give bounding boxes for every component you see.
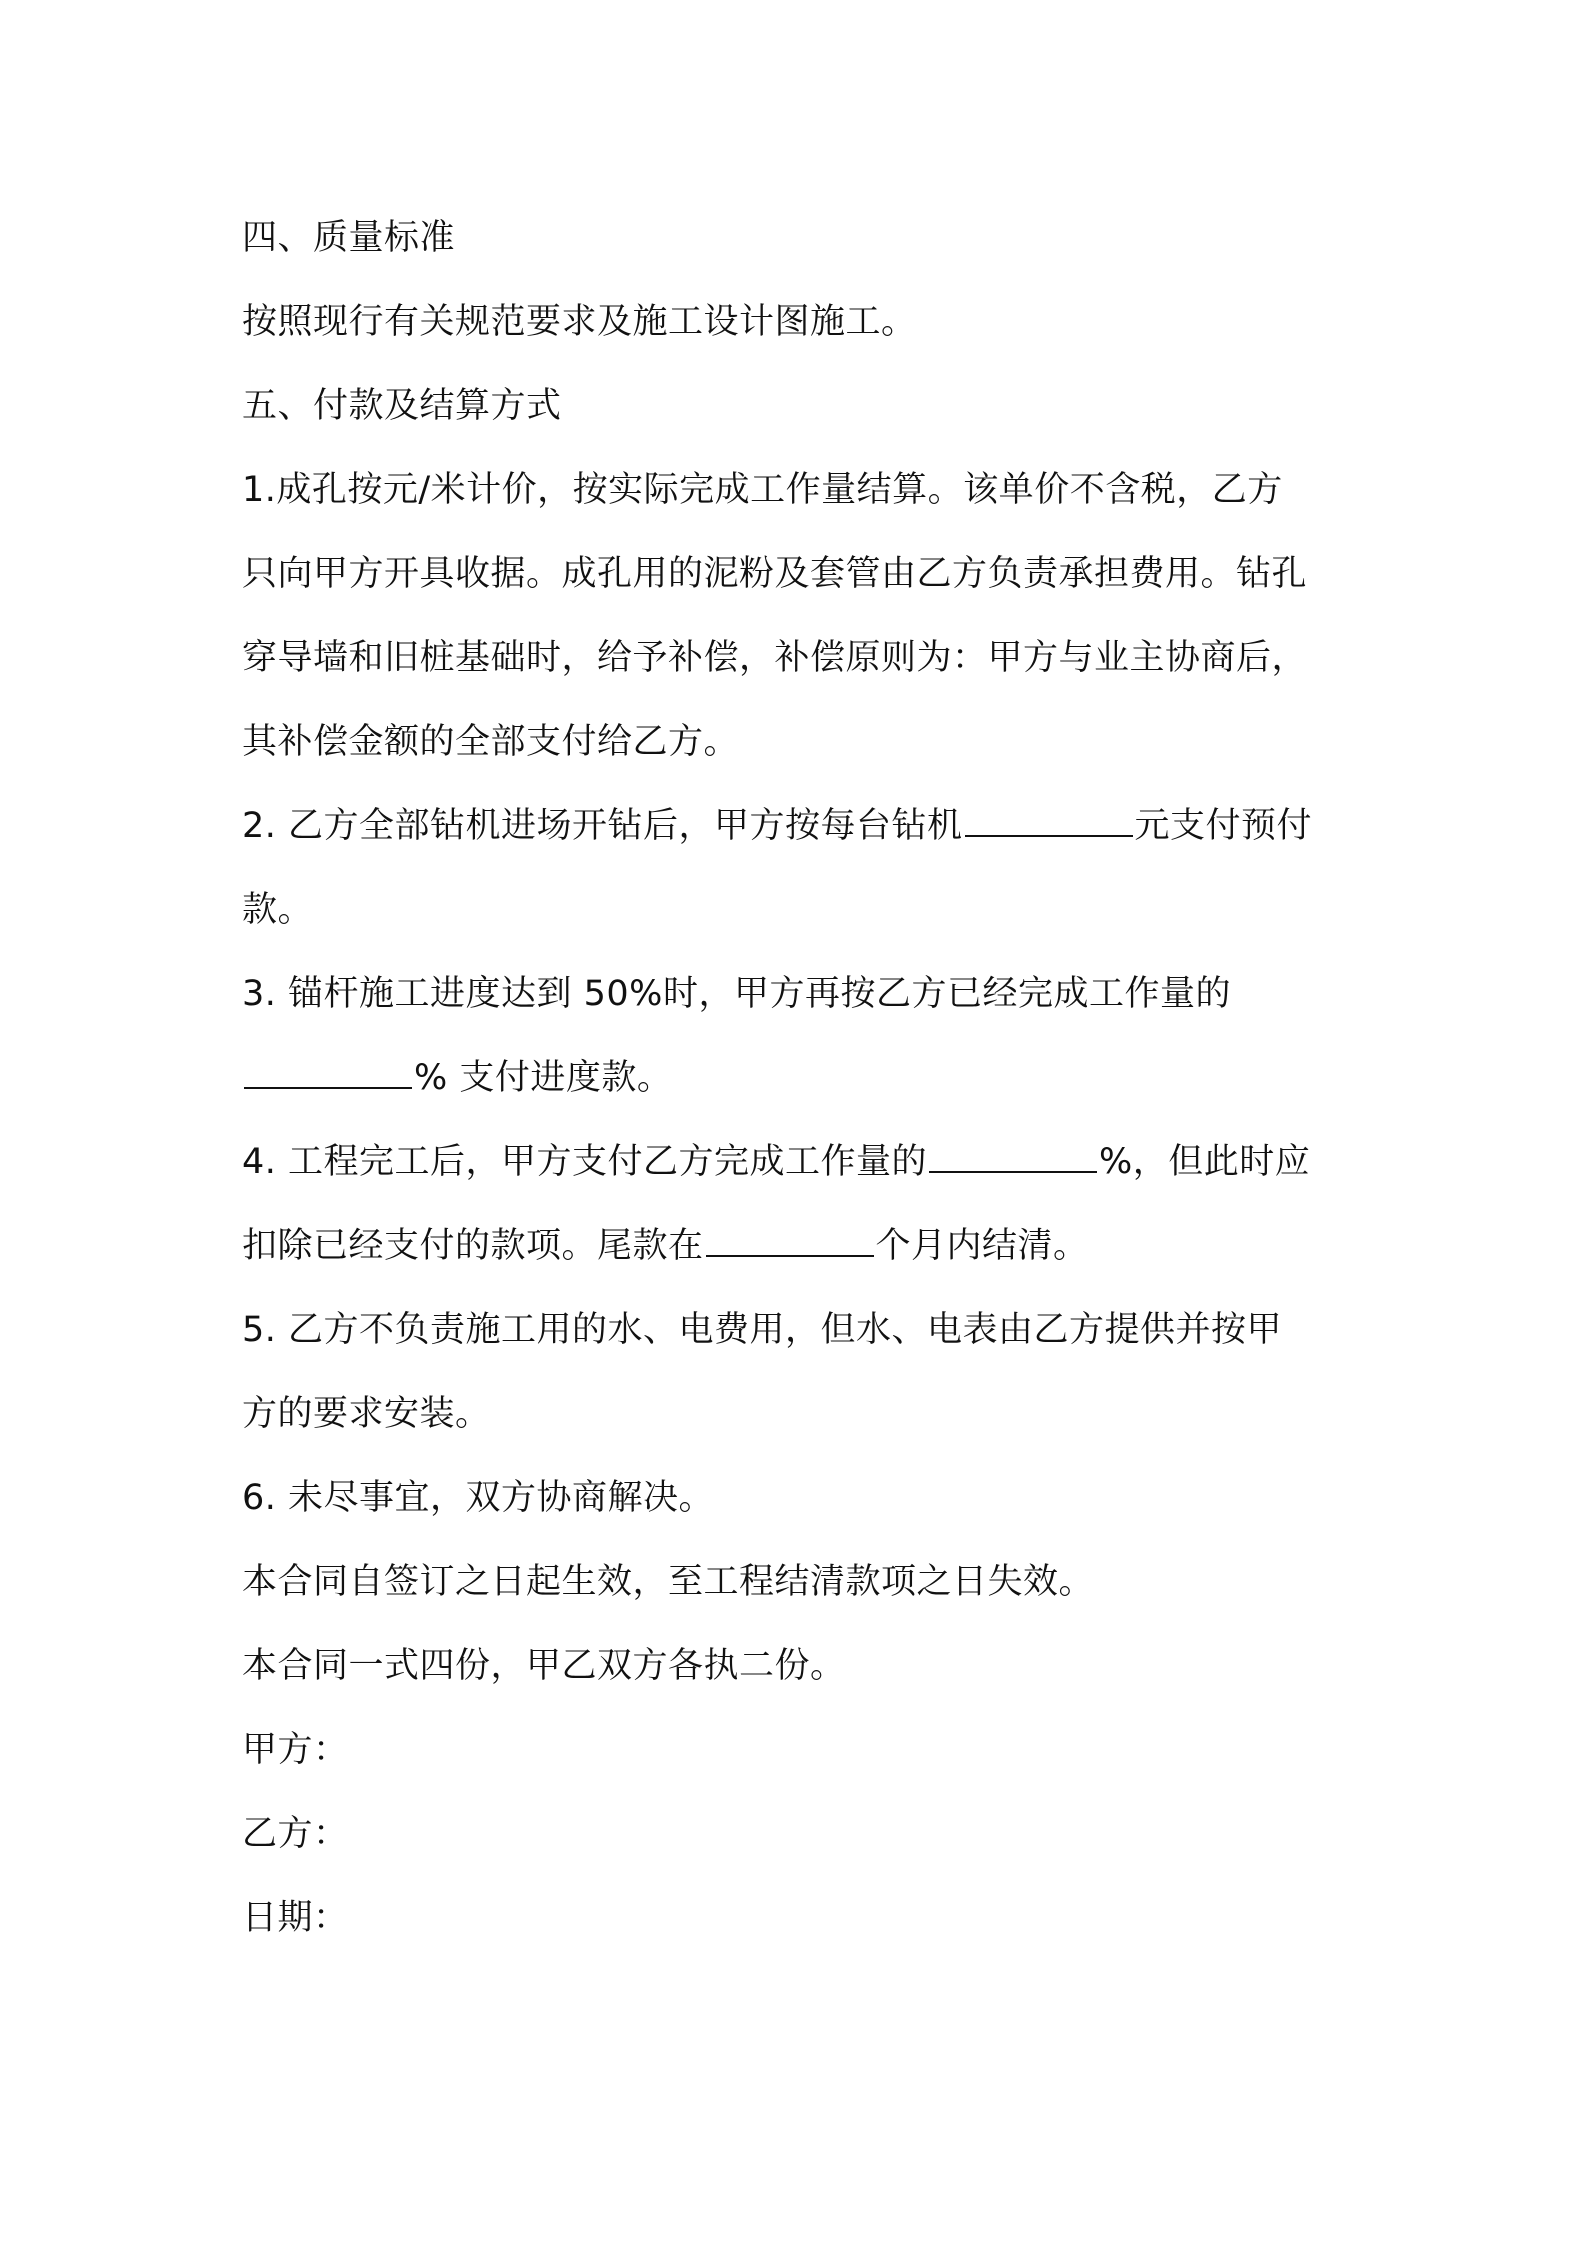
clause-1-line-3: 穿导墙和旧桩基础时，给予补偿，补偿原则为：甲方与业主协商后， [242, 638, 1308, 678]
blank-field-prepayment[interactable] [965, 805, 1133, 837]
clause-5-line-2: 方的要求安装。 [242, 1394, 491, 1434]
clause-3-line-1: 3. 锚杆施工进度达到 50%时，甲方再按乙方已经完成工作量的 [242, 974, 1231, 1014]
clause-4-line-2 [242, 1204, 1350, 1288]
clause-4-text-c: 扣除已经支付的款项。尾款在 [242, 1226, 704, 1266]
copies-clause: 本合同一式四份，甲乙双方各执二份。 [242, 1646, 846, 1686]
clause-3-text-b: % 支付进度款。 [414, 1058, 673, 1098]
clause-2-line-1 [242, 784, 1350, 868]
quality-paragraph: 按照现行有关规范要求及施工设计图施工。 [242, 302, 917, 342]
clause-5-line-1: 5. 乙方不负责施工用的水、电费用，但水、电表由乙方提供并按甲 [242, 1310, 1283, 1350]
clause-2-line-2: 款。 [242, 890, 314, 930]
clause-3-line-2 [242, 1036, 1350, 1120]
clause-2-text-b: 元支付预付 [1134, 806, 1313, 846]
clause-6: 6. 未尽事宜，双方协商解决。 [242, 1478, 715, 1518]
clause-1-line-1: 1.成孔按元/米计价，按实际完成工作量结算。该单价不含税，乙方 [242, 470, 1283, 510]
blank-field-months[interactable] [706, 1225, 874, 1257]
blank-field-progress-percent[interactable] [244, 1057, 412, 1089]
effective-clause: 本合同自签订之日起生效，至工程结清款项之日失效。 [242, 1562, 1095, 1602]
clause-4-text-a: 4. 工程完工后，甲方支付乙方完成工作量的 [242, 1142, 928, 1182]
clause-4-text-b: %，但此时应 [1099, 1142, 1311, 1182]
clause-1-line-2: 只向甲方开具收据。成孔用的泥粉及套管由乙方负责承担费用。钻孔 [242, 554, 1308, 594]
blank-field-completion-percent[interactable] [929, 1141, 1097, 1173]
document-body [242, 196, 1350, 1960]
date-label: 日期： [242, 1898, 349, 1938]
clause-4-line-1 [242, 1120, 1350, 1204]
section-heading-payment: 五、付款及结算方式 [242, 386, 562, 426]
section-heading-quality: 四、质量标准 [242, 218, 456, 258]
clause-4-text-d: 个月内结清。 [875, 1226, 1089, 1266]
clause-2-text-a: 2. 乙方全部钻机进场开钻后，甲方按每台钻机 [242, 806, 963, 846]
clause-1-line-4: 其补偿金额的全部支付给乙方。 [242, 722, 740, 762]
party-a-signature-label: 甲方： [242, 1730, 349, 1770]
party-b-signature-label: 乙方： [242, 1814, 349, 1854]
